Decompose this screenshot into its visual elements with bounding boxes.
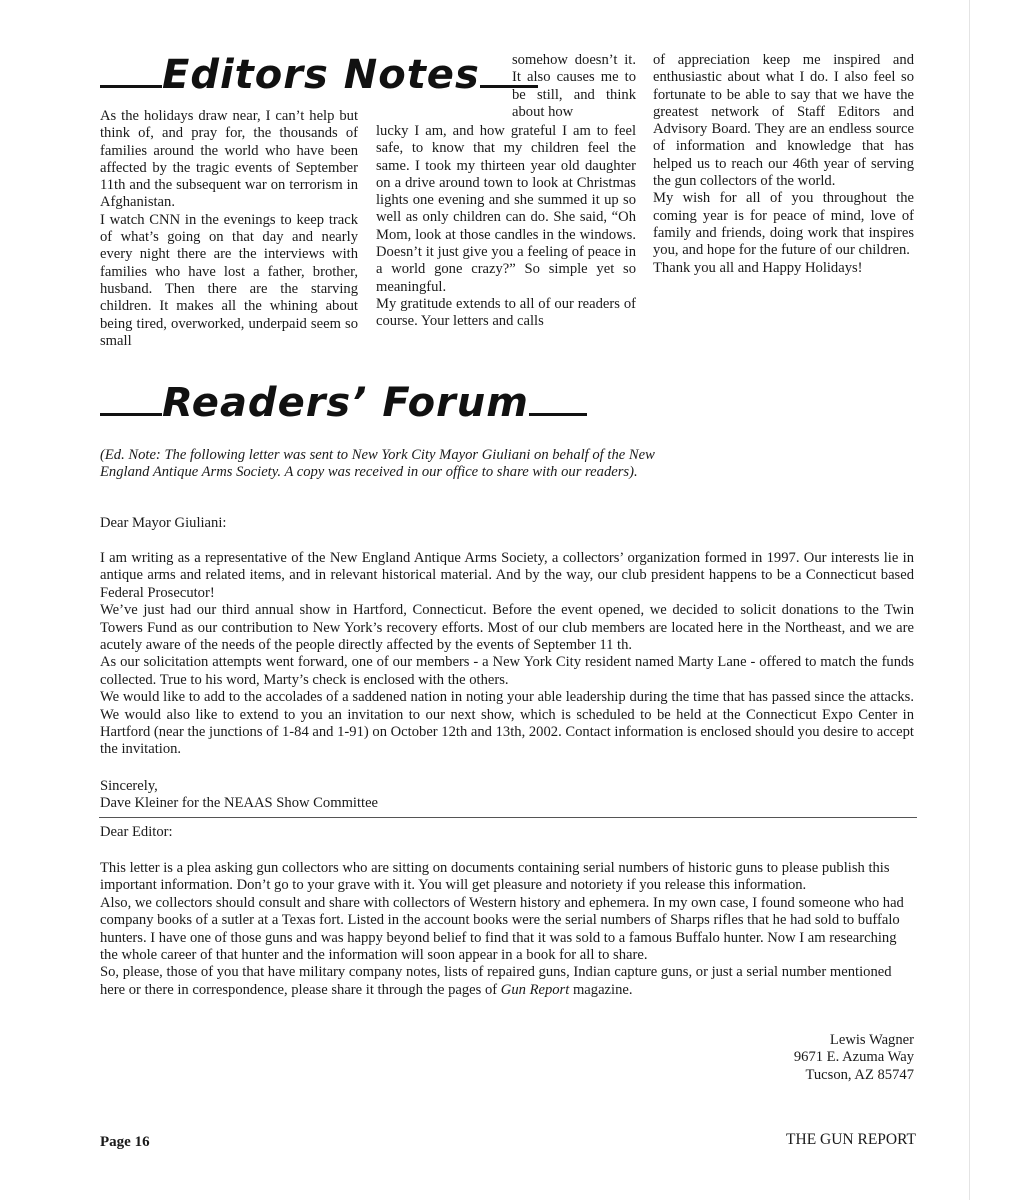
paragraph: As the holidays draw near, I can’t help but think of, and pray for, the thousands of families around the world who have been affected by the tragic events of September 11th and the subsequent war on terrorism in Afghanistan. — [100, 108, 358, 211]
editor-note-text: (Ed. Note: The following letter was sent to New York City Mayor Giuliani on behalf of the New England Antique Arms Society. A copy was received in our office to share with our readers). — [100, 447, 655, 481]
paragraph-tail: magazine. — [572, 981, 633, 998]
paragraph: I watch CNN in the evenings to keep track of what’s going on that day and nearly every night there are the interviews with families who have lost a father, brother, husband. Then there are the starving children. It makes all the whining about being tired, overworked, underpaid seem so small — [100, 211, 358, 349]
letter-1-closing — [100, 778, 914, 813]
editors-notes-column-2 — [376, 123, 636, 331]
paragraph: As our solicitation attempts went forward, one of our members - a New York City resident named Marty Lane - offered to match the funds collected. True to his word, Marty’s check is enclosed with the others. — [100, 654, 914, 688]
paragraph: Thank you all and Happy Holidays! — [653, 259, 863, 276]
page-edge-shadow — [969, 0, 970, 1200]
paragraph: My wish for all of you throughout the coming year is for peace of mind, love of family and friends, doing work that inspires you, and hope for the future of our children. — [653, 190, 914, 259]
letter-2-body — [100, 860, 914, 999]
editors-notes-column-3 — [653, 52, 914, 277]
magazine-title: Gun Report — [500, 981, 570, 998]
section-divider — [99, 817, 917, 818]
paragraph — [100, 964, 914, 999]
publication-name: THE GUN REPORT — [786, 1131, 916, 1148]
readers-forum-title: Readers’ Forum — [162, 380, 529, 426]
letter-salutation — [100, 515, 914, 532]
letter-2-signature — [100, 1032, 914, 1084]
paragraph: Also, we collectors should consult and share with collectors of Western history and ephemera. In my own case, I found someone who had company books of a sutler at a Texas fort. Listed in the account books were the serial numbers of Sharps rifles that he had sold to buffalo hunters. I have one of those guns and was happy beyond belief to find that it was sold to a famous Buffalo hunter. Now I am researching the whole career of that hunter and the information will soon appear in a book for all to share. — [100, 894, 904, 964]
paragraph: lucky I am, and how grateful I am to feel safe, to know that my children feel the same. I took my thirteen year old daughter on a drive around town to look at Christmas lights one evening and she summed it up so well as only children can do. She said, “Oh Mom, look at those candles in the windows. Doesn’t it just give you a feeling of peace in a world gone crazy?” So simple yet so meaningful. — [376, 123, 636, 295]
closing: Sincerely, — [100, 778, 158, 794]
signature-city: Tucson, AZ 85747 — [805, 1066, 914, 1083]
paragraph: We would like to add to the accolades of a saddened nation in noting your able leadership during the time that has passed since the attacks. We would also like to extend to you an invitation to our next show, which is scheduled to be held at the Connecticut Expo Center in Hartford (near the junctions of 1-84 and 1-91) on October 12th and 13th, 2002. Contact information is enclosed should you desire to accept the invitation. — [100, 689, 914, 758]
letter-1-body — [100, 550, 914, 759]
readers-forum-heading — [100, 380, 587, 426]
editors-notes-heading — [100, 52, 538, 98]
signature-name: Lewis Wagner — [829, 1032, 914, 1048]
heading-rule-right — [529, 413, 587, 416]
editors-notes-column-1 — [100, 108, 358, 350]
editor-note — [100, 447, 700, 482]
page-number: Page 16 — [100, 1134, 150, 1150]
paragraph: I am writing as a representative of the New England Antique Arms Society, a collectors’ organization formed in 1997. Our interests lie in antique arms and related items, and in relevant historical material. And by the way, our club president happens to be a Connecticut based Federal Prosecutor! — [100, 550, 914, 601]
paragraph: We’ve just had our third annual show in Hartford, Connecticut. Before the event opened, we decided to solicit donations to the Twin Towers Fund as our contribution to New York’s recovery efforts. Most of our club members are located here in the Northeast, and we are acutely aware of the needs of the people directly affected by the events of September 11 th. — [100, 602, 914, 654]
paragraph: of appreciation keep me inspired and enthusiastic about what I do. I also feel so fortunate to be able to say that we have the greatest network of Staff Editors and Advisory Board. They are an endless source of information and knowledge that has helped us to reach our 46th year of serving the gun collectors of the world. — [653, 52, 914, 190]
salutation: Dear Mayor Giuliani: — [100, 515, 227, 531]
paragraph-lead: So, please, those of you that have military company notes, lists of repaired guns, Indian capture guns, or just a serial number mentioned here or there in correspondence, please share it through the pages of — [100, 964, 892, 998]
paragraph: My gratitude extends to all of our readers of course. Your letters and calls — [376, 295, 636, 330]
editors-notes-column-2-top — [512, 52, 636, 121]
letter-2-salutation — [100, 824, 914, 841]
editors-notes-title: Editors Notes — [162, 52, 480, 98]
salutation: Dear Editor: — [100, 824, 173, 840]
heading-rule-left — [100, 85, 162, 88]
paragraph: somehow doesn’t it. It also causes me to be still, and think about how — [512, 52, 636, 120]
signature: Dave Kleiner for the NEAAS Show Committee — [100, 795, 379, 812]
signature-street: 9671 E. Azuma Way — [793, 1049, 914, 1066]
paragraph: This letter is a plea asking gun collectors who are sitting on documents containing serial numbers of historic guns to please publish this important information. Don’t go to your grave with it. You will get pleasure and notoriety if you release this information. — [100, 860, 890, 894]
heading-rule-left — [100, 413, 162, 416]
